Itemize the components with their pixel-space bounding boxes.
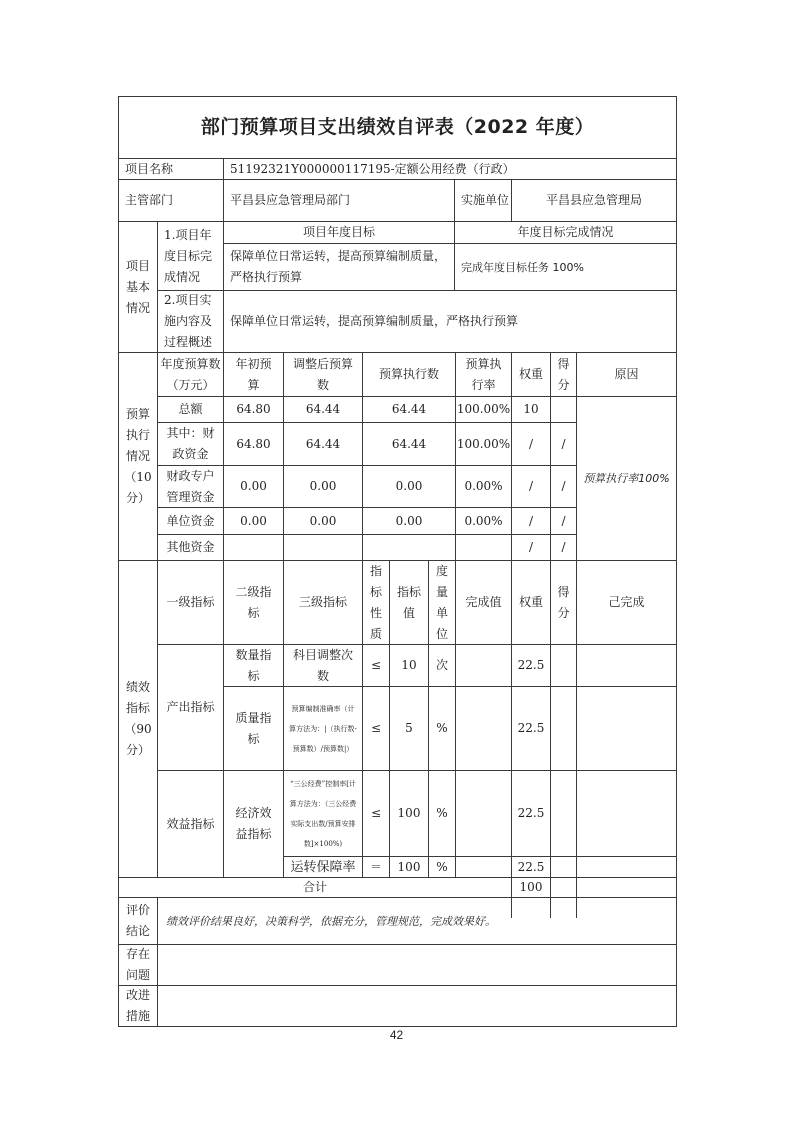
perf-row-l3: 科目调整次数 <box>292 647 353 683</box>
improve-label: 改进措施 <box>126 988 151 1023</box>
eval-label: 评价结论 <box>126 903 151 938</box>
budget-row-weight: / <box>528 479 534 493</box>
perf-row-weight: 22.5 <box>517 806 545 820</box>
perf-header-l1: 一级指标 <box>166 595 215 609</box>
budget-row-rate: 100.00% <box>456 436 511 451</box>
perf-row-nature: ≤ <box>370 806 382 820</box>
completion-text: 完成年度目标任务 100% <box>461 260 584 274</box>
border-bottom <box>118 1026 677 1027</box>
budget-row-name: 其他资金 <box>166 540 215 554</box>
budget-row-adjusted: 0.00 <box>309 513 337 528</box>
impl-unit-label: 实施单位 <box>461 193 510 207</box>
item2-label: 2.项目实施内容及过程概述 <box>164 293 213 349</box>
perf-row-unit: % <box>436 859 448 874</box>
budget-row-weight: / <box>528 540 534 554</box>
budget-header-score: 得分 <box>557 356 570 392</box>
perf-row-value: 100 <box>397 806 421 820</box>
perf-row-done <box>456 857 511 877</box>
budget-header-adjusted: 调整后预算数 <box>292 356 353 392</box>
project-name-value: 51192321Y000000117195-定额公用经费（行政） <box>230 161 515 176</box>
budget-header-rate: 预算执行率 <box>465 356 502 392</box>
budget-row-name: 其中：财政资金 <box>166 426 215 461</box>
budget-reason: 预算执行率100% <box>583 472 670 485</box>
perf-header-l2: 二级指标 <box>235 584 272 620</box>
page-title: 部门预算项目支出绩效自评表（2022 年度） <box>200 116 595 138</box>
budget-row-weight: / <box>528 513 534 528</box>
improve-text <box>158 986 676 1026</box>
perf-row-nature: ≤ <box>370 658 382 672</box>
eval-text: 绩效评价结果良好，决策科学，依据充分，管理规范，完成效果好。 <box>166 914 496 928</box>
perf-header-unit: 度量单位 <box>436 563 449 641</box>
page-number: 42 <box>389 1028 404 1042</box>
perf-row-unit: % <box>436 806 448 820</box>
budget-row-adjusted: 64.44 <box>305 436 341 451</box>
budget-row-executed: 64.44 <box>391 402 427 416</box>
budget-row-executed <box>363 535 455 560</box>
budget-row-adjusted <box>284 535 362 560</box>
issues-label: 存在问题 <box>126 947 151 982</box>
perf-header-score: 得分 <box>557 584 570 620</box>
budget-row-rate <box>456 535 511 560</box>
budget-row-initial: 64.80 <box>236 436 271 451</box>
budget-row-name: 财政专户管理资金 <box>166 468 215 504</box>
perf-row-note <box>577 857 676 877</box>
budget-header-initial: 年初预算 <box>235 356 272 392</box>
perf-row-value: 100 <box>397 859 421 874</box>
perf-row-l3: 运转保障率 <box>290 859 356 875</box>
perf-l2-quality: 质量指标 <box>235 710 272 746</box>
budget-row-weight: 10 <box>523 402 539 416</box>
perf-row-unit: 次 <box>435 658 448 672</box>
budget-row-score <box>551 397 576 422</box>
border-right <box>676 96 677 1027</box>
perf-section-label: 绩效指标（90分） <box>124 680 152 757</box>
total-weight: 100 <box>519 880 543 894</box>
perf-row-score <box>551 857 576 877</box>
perf-header-completed: 己完成 <box>608 595 645 609</box>
perf-l2-quantity: 数量指标 <box>235 647 272 683</box>
perf-row-weight: 22.5 <box>517 658 545 672</box>
budget-header-executed: 预算执行数 <box>378 367 439 381</box>
completion-header: 年度目标完成情况 <box>517 225 614 239</box>
perf-header-value: 指标值 <box>396 584 421 620</box>
budget-row-name: 总额 <box>178 402 203 416</box>
total-label: 合计 <box>302 880 327 894</box>
perf-row-value: 5 <box>405 721 413 735</box>
budget-header-annual: 年度预算数（万元） <box>160 356 221 392</box>
perf-row-score <box>551 771 576 856</box>
perf-row-weight: 22.5 <box>517 859 545 874</box>
perf-header-done: 完成值 <box>465 595 502 609</box>
budget-row-score: / <box>561 479 566 493</box>
budget-row-initial: 64.80 <box>236 402 271 416</box>
budget-row-initial: 0.00 <box>240 513 267 528</box>
budget-header-reason: 原因 <box>614 367 639 381</box>
perf-row-l3: “三公经费”控制率[计算方法为：（三公经费实际支出数/预算安排数]×100%) <box>289 779 357 848</box>
perf-row-done <box>456 645 511 686</box>
budget-row-adjusted: 0.00 <box>309 479 337 493</box>
perf-row-weight: 22.5 <box>517 721 545 735</box>
perf-header-nature: 指标性质 <box>370 563 383 641</box>
perf-row-value: 10 <box>401 658 417 672</box>
perf-row-note <box>577 687 676 770</box>
perf-row-done <box>456 771 511 856</box>
perf-row-l3: 预算编制准确率（计算方法为：|（执行数-预算数）/预算数|） <box>289 704 357 753</box>
budget-row-weight: / <box>528 436 534 451</box>
perf-row-note <box>577 771 676 856</box>
budget-row-executed: 0.00 <box>395 513 423 528</box>
perf-l2-economic: 经济效益指标 <box>235 806 272 841</box>
budget-row-score: / <box>561 436 566 451</box>
perf-l1-benefit: 效益指标 <box>166 816 215 831</box>
budget-row-score: / <box>561 540 566 554</box>
budget-row-score: / <box>561 513 566 528</box>
issues-text <box>158 945 676 985</box>
budget-section-label: 预算执行情况（10分） <box>124 407 152 505</box>
perf-row-note <box>577 645 676 686</box>
goal-header: 项目年度目标 <box>302 225 375 239</box>
dept-value: 平昌县应急管理局部门 <box>230 193 351 207</box>
perf-l1-output: 产出指标 <box>166 700 215 714</box>
dept-label: 主管部门 <box>125 193 174 207</box>
impl-unit-value: 平昌县应急管理局 <box>545 193 642 207</box>
perf-row-score <box>551 645 576 686</box>
budget-row-rate: 100.00% <box>456 402 511 416</box>
perf-row-score <box>551 687 576 770</box>
budget-row-rate: 0.00% <box>464 479 503 493</box>
perf-row-unit: % <box>436 721 448 735</box>
budget-header-weight: 权重 <box>518 367 543 381</box>
perf-row-done <box>456 687 511 770</box>
item1-label: 1.项目年度目标完成情况 <box>164 227 213 284</box>
budget-row-executed: 64.44 <box>391 436 427 451</box>
goal-text: 保障单位日常运转，提高预算编制质量，严格执行预算 <box>230 249 447 284</box>
budget-row-initial: 0.00 <box>240 479 267 493</box>
item2-text: 保障单位日常运转，提高预算编制质量，严格执行预算 <box>230 314 519 328</box>
budget-row-adjusted: 64.44 <box>305 402 341 416</box>
perf-row-nature: ＝ <box>369 859 382 874</box>
budget-row-name: 单位资金 <box>166 513 215 528</box>
project-name-label: 项目名称 <box>125 161 174 176</box>
perf-header-l3: 三级指标 <box>298 595 347 609</box>
basic-section-label: 项目基本情况 <box>125 258 150 315</box>
perf-header-weight: 权重 <box>518 595 543 609</box>
budget-row-initial <box>224 535 283 560</box>
perf-row-nature: ≤ <box>370 721 382 735</box>
budget-row-executed: 0.00 <box>395 479 423 493</box>
budget-row-rate: 0.00% <box>464 513 503 528</box>
